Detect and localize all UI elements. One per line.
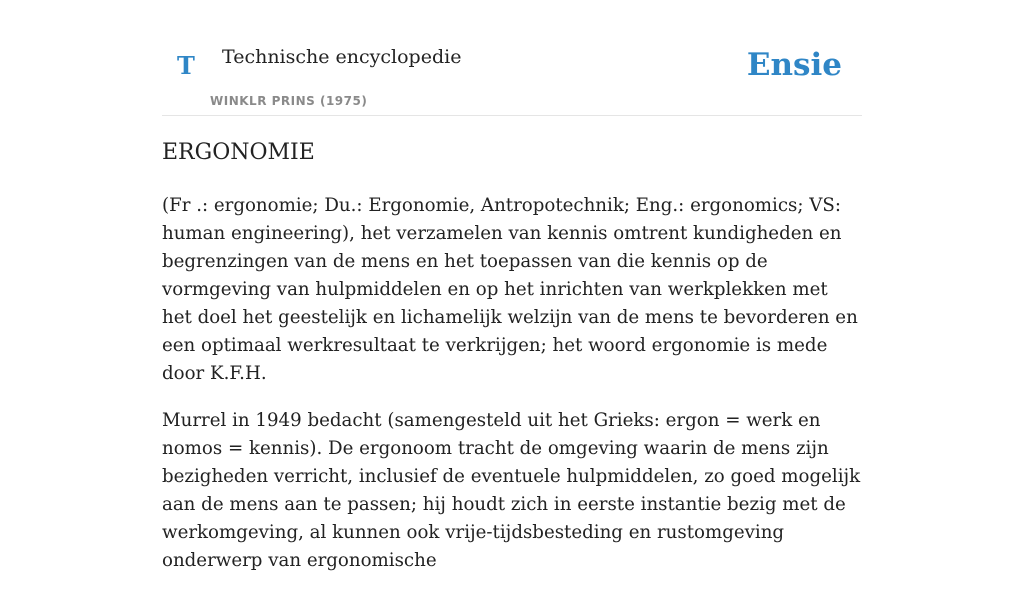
publication-title[interactable]: Technische encyclopedie [222, 46, 462, 68]
publication-logo[interactable]: T [177, 51, 195, 80]
article-paragraph: (Fr .: ergonomie; Du.: Ergonomie, Antropotechnik; Eng.: ergonomics; VS: human engineering), het verzamelen van kennis omtrent kundigheden en begrenzingen van de mens en het toepassen van die kennis op de vormgeving van hulpmiddelen en op het inrichten van werkplekken met het doel het geestelijk en lichamelijk welzijn van de mens te bevorderen en een optimaal werkresultaat te verkrijgen; het woord ergonomie is mede door K.F.H. [162, 195, 858, 384]
publication-source: WINKLR PRINS (1975) [210, 94, 368, 108]
article-title: ERGONOMIE [162, 140, 315, 165]
header [162, 0, 862, 116]
brand-logo[interactable]: Ensie [746, 47, 842, 83]
article-paragraph: Murrel in 1949 bedacht (samengesteld uit het Grieks: ergon = werk en nomos = kennis). De ergonoom tracht de omgeving waarin de mens zijn bezigheden verricht, inclusief de eventuele hulpmiddelen, zo goed mogelijk aan de mens aan te passen; hij houdt zich in eerste instantie bezig met de werkomgeving, al kunnen ook vrije-tijdsbesteding en rustomgeving onderwerp van ergonomische [162, 410, 861, 571]
article-body [162, 192, 862, 594]
content-container [162, 0, 862, 571]
